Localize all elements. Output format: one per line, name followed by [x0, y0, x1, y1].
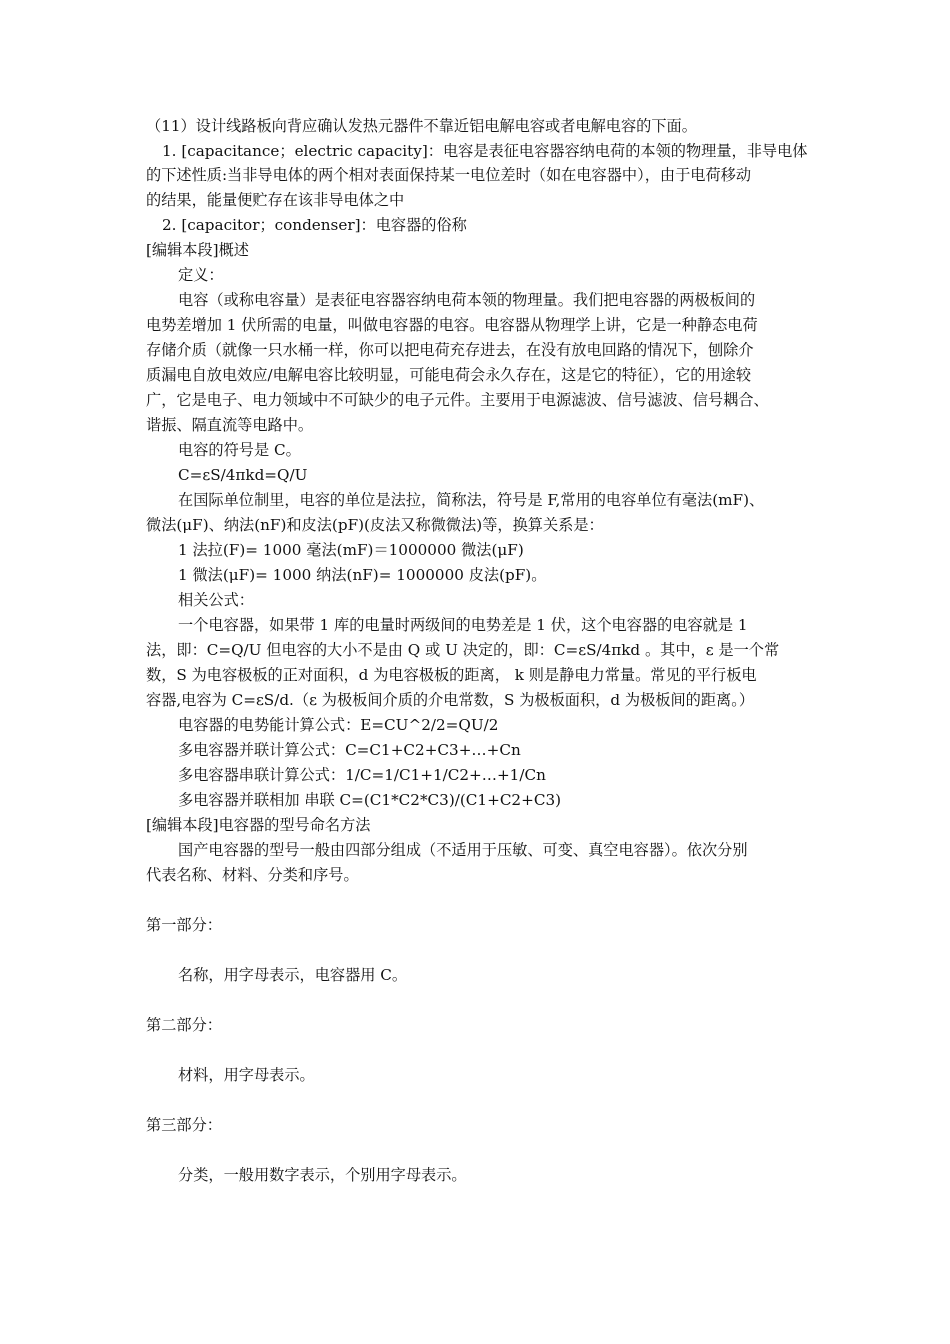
part-label: 第三部分： [146, 1116, 222, 1134]
text-line: 定义： [178, 266, 224, 284]
part-label: 第二部分： [146, 1016, 222, 1034]
formula-line: 1 微法(μF)= 1000 纳法(nF)= 1000000 皮法(pF)。 [178, 566, 547, 584]
text-line: （11）设计线路板向背应确认发热元器件不靠近铝电解电容或者电解电容的下面。 [146, 117, 697, 135]
paragraph-line: 存储介质（就像一只水桶一样，你可以把电荷充存进去，在没有放电回路的情况下，刨除介 [146, 341, 754, 359]
section-heading: [编辑本段]电容器的型号命名方法 [146, 816, 371, 834]
part-description: 分类，一般用数字表示，个别用字母表示。 [178, 1166, 467, 1184]
text-line: 的下述性质:当非导电体的两个相对表面保持某一电位差时（如在电容器中），由于电荷移动 [146, 166, 752, 184]
formula-line: 电容器的电势能计算公式：E=CU^2/2=QU/2 [178, 716, 499, 734]
formula-line: C=εS/4πkd=Q/U [178, 466, 308, 484]
part-description: 名称，用字母表示，电容器用 C。 [178, 966, 408, 984]
paragraph-line: 电势差增加 1 伏所需的电量，叫做电容器的电容。电容器从物理学上讲，它是一种静态电荷 [146, 316, 758, 334]
paragraph-line: 质漏电自放电效应/电解电容比较明显，可能电荷会永久存在，这是它的特征），它的用途较 [146, 366, 752, 384]
paragraph-line: 微法(μF)、纳法(nF)和皮法(pF)(皮法又称微微法)等，换算关系是： [146, 516, 604, 534]
paragraph-line: 数，S 为电容极板的正对面积，d 为电容极板的距离， k 则是静电力常量。常见的平行板电 [146, 666, 757, 684]
paragraph-line: 容器,电容为 C=εS/d.（ε 为极板间介质的介电常数，S 为极板面积，d 为极板间的距离。） [146, 691, 755, 709]
text-line: 相关公式： [178, 591, 254, 609]
paragraph-line: 法，即：C=Q/U 但电容的大小不是由 Q 或 U 决定的，即：C=εS/4πkd 。其中，ε 是一个常 [146, 641, 780, 659]
paragraph-line: 电容（或称电容量）是表征电容器容纳电荷本领的物理量。我们把电容器的两极板间的 [178, 291, 756, 309]
formula-line: 多电容器串联计算公式：1/C=1/C1+1/C2+…+1/Cn [178, 766, 546, 784]
text-line: 的结果，能量便贮存在该非导电体之中 [146, 191, 405, 209]
formula-line: 多电容器并联计算公式：C=C1+C2+C3+…+Cn [178, 741, 521, 759]
section-heading: [编辑本段]概述 [146, 241, 249, 259]
paragraph-line: 广，它是电子、电力领域中不可缺少的电子元件。主要用于电源滤波、信号滤波、信号耦合、 [146, 391, 769, 409]
part-description: 材料，用字母表示。 [178, 1066, 315, 1084]
paragraph-line: 代表名称、材料、分类和序号。 [146, 866, 359, 884]
part-label: 第一部分： [146, 916, 222, 934]
formula-line: 1 法拉(F)= 1000 毫法(mF)＝1000000 微法(μF) [178, 541, 524, 559]
paragraph-line: 国产电容器的型号一般由四部分组成（不适用于压敏、可变、真空电容器）。依次分别 [178, 841, 748, 859]
paragraph-line: 在国际单位制里，电容的单位是法拉，简称法，符号是 F,常用的电容单位有毫法(mF)、 [178, 491, 765, 509]
paragraph-line: 一个电容器，如果带 1 库的电量时两级间的电势差是 1 伏，这个电容器的电容就是 1 [178, 616, 748, 634]
paragraph-line: 谐振、隔直流等电路中。 [146, 416, 314, 434]
definition-item: 2. [capacitor；condenser]：电容器的俗称 [162, 216, 467, 234]
formula-line: 多电容器并联相加 串联 C=(C1*C2*C3)/(C1+C2+C3) [178, 791, 562, 809]
text-line: 电容的符号是 C。 [178, 441, 301, 459]
definition-item: 1. [capacitance；electric capacity]：电容是表征电容器容纳电荷的本领的物理量，非导电体 [162, 142, 808, 160]
